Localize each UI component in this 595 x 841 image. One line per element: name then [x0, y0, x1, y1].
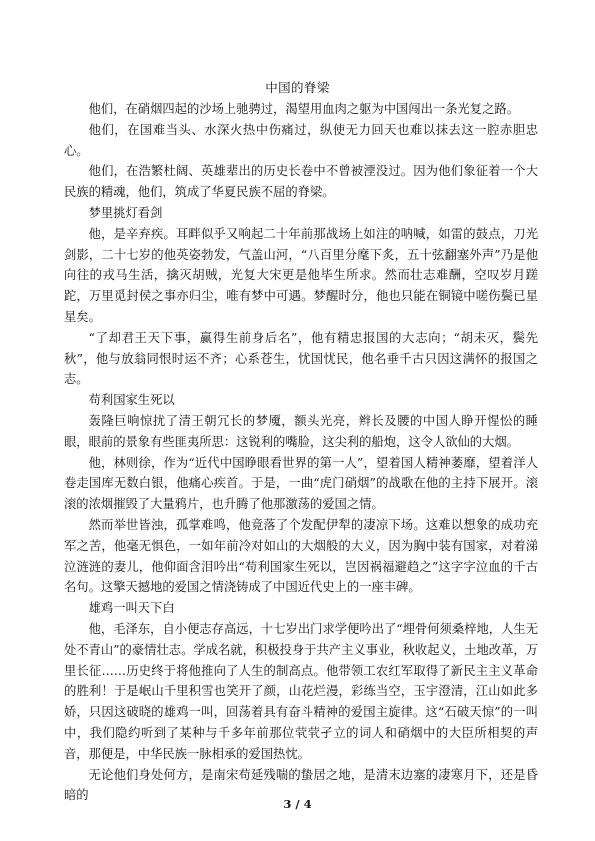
section-paragraph: 无论他们身处何方，是南宋苟延残喘的蛰居之地，是清末边塞的凄寒月下，还是昏暗的: [64, 767, 538, 803]
section-paragraph: 他，毛泽东，自小便志存高远，十七岁出门求学便吟出了“埋骨何须桑梓地，人生无处不青山”的豪情壮志。学成名就，积极投身于共产主义事业，秋收起义，土地改革，万里长征……历史终于将他推向了人生的制高点。他带领工农红军取得了新民主主义革命的胜利！于是岷山千里积雪也笑开了颜，山花烂漫，彩练当空，玉宇澄清，江山如此多娇，只因这破晓的雄鸡一叫，回荡着具有奋斗精神的爱国主旋律。这“石破天惊”的一叫中，我们隐约听到了某种与千多年前那位茕茕孑立的词人和硝烟中的大臣所相契的声音，那便是，中华民族一脉相承的爱国热忱。: [64, 621, 538, 761]
section-paragraph: 轰隆巨响惊扰了清王朝冗长的梦魇，额头光亮，辫长及腰的中国人睁开惺忪的睡眼，眼前的景象有些匪夷所思：这锐利的嘴脸，这尖利的船炮，这令人欲仙的大烟。: [64, 413, 538, 449]
section-heading: 雄鸡一叫天下白: [88, 601, 175, 616]
essay-title: 中国的脊梁: [265, 80, 330, 95]
section-paragraph: 他，林则徐，作为“近代中国睁眼看世界的第一人”，望着国人精神萎靡，望着洋人卷走国库无数白银，他痛心疾首。于是，一曲“虎门硝烟”的战歌在他的主持下展开。滚滚的浓烟摧毁了大量鸦片，也升腾了他那激荡的爱国之情。: [64, 455, 538, 512]
intro-paragraph: 他们，在硝烟四起的沙场上驰骋过，渴望用血肉之躯为中国闯出一条光复之路。: [88, 102, 519, 116]
section-paragraph: 他，是辛弃疾。耳畔似乎又响起二十年前那战场上如注的呐喊，如雷的鼓点，刀光剑影，二十七岁的他英姿勃发，气盖山河，“八百里分麾下炙，五十弦翻塞外声”乃是他向往的戎马生活，擒灭胡贼，光复大宋更是他毕生所求。然而壮志难酬，空叹岁月蹉跎，万里觅封侯之事亦归尘，唯有梦中可遇。梦醒时分，他也只能在铜镜中嗟伤鬓已星星矣。: [64, 226, 538, 324]
section-heading: 苟利国家生死以: [88, 393, 175, 408]
section-paragraph: 然而举世皆浊，孤掌难鸣，他竟落了个发配伊犁的凄凉下场。这难以想象的成功充军之苦，他毫无惧色，一如年前冷对如山的大烟般的大义，因为胸中装有国家，对着涕泣涟涟的妻儿，他仰面含泪吟出“苟利国家生死以，岂因祸福避趋之”这字字泣血的千古名句。这擎天撼地的爱国之情浇铸成了中国近代史上的一座丰碑。: [64, 517, 538, 595]
intro-paragraph: 他们，在国难当头、水深火热中伤痛过，纵使无力回天也难以抹去这一腔赤胆忠心。: [64, 122, 538, 158]
intro-paragraph: 他们，在浩繁杜阔、英雄辈出的历史长卷中不曾被湮没过。因为他们象征着一个大民族的精魂，他们，筑成了华夏民族不屈的脊梁。: [64, 164, 538, 200]
essay-body: [64, 99, 538, 806]
section-paragraph: “了却君王天下事，赢得生前身后名”，他有精忠报国的大志向；“胡未灭，鬓先秋”，他与放翁同恨时运不齐；心系苍生，忧国忧民，他名垂千古只因这满怀的报国之志。: [64, 330, 538, 387]
page-number: 3 / 4: [283, 797, 312, 811]
section-heading: 梦里挑灯看剑: [88, 205, 163, 220]
